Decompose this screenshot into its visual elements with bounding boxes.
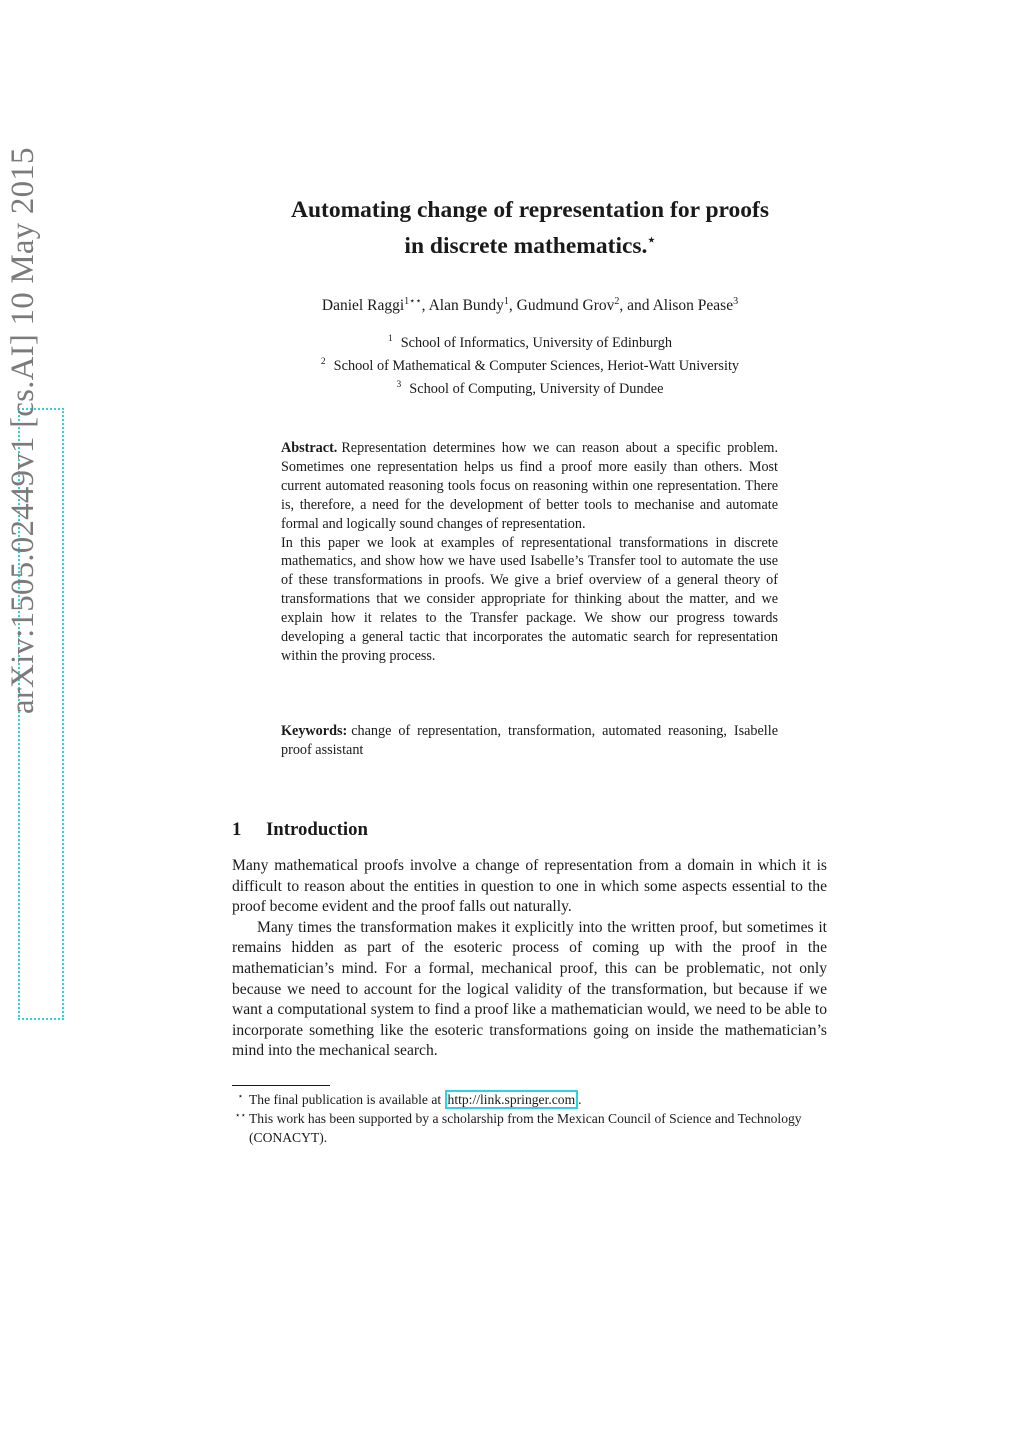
paper-title [180,196,880,261]
author-name: Daniel Raggi [321,297,405,314]
abstract-paragraph-1 [281,439,778,534]
affiliation-number: 2 [320,357,326,367]
affiliation-text: School of Mathematical & Computer Sciences, Heriot-Watt University [333,358,740,374]
keywords [281,722,778,760]
abstract-label: Abstract. [281,440,338,456]
arxiv-stamp-text[interactable]: arXiv:1505.02449v1 [cs.AI] 10 May 2015 [5,147,41,714]
affiliation-list [200,330,860,399]
body-paragraph-2: Many times the transformation makes it explicitly into the written proof, but sometimes it remains hidden as part of the esoteric process of coming up with the proof in the mathematician’s mind. For a formal, mechanical proof, this can be problematic, not only because we need to account for the logical validity of the transformation, but because if we want a computational system to find a proof like a mathematician would, we need to be able to incorporate something like the esoteric transformations going on inside the mathematician’s mind into the mechanical search. [232,918,827,1060]
author-separator: , and [619,297,653,314]
affiliation-text: School of Informatics, University of Edinburgh [400,335,673,351]
section-title: Introduction [266,819,368,840]
body-paragraph-1: Many mathematical proofs involve a change of representation from a domain in which it is difficult to reason about the entities in question to one in which some aspects essential to the proof become evident and the proof falls out naturally. [232,857,827,916]
affiliation-item [200,376,860,399]
title-line-1: Automating change of representation for proofs [290,197,770,223]
author-separator: , [508,297,517,314]
section-heading [232,818,368,842]
author-list [200,292,860,316]
author-separator: , [421,297,429,314]
author-affil-mark: 1⋆⋆ [404,296,422,307]
author-name: Alison Pease [652,297,734,314]
author-name: Gudmund Grov [516,297,615,314]
affiliation-number: 3 [396,380,402,390]
footnotes [232,1090,827,1147]
springer-link[interactable]: http://link.springer.com [445,1090,579,1109]
abstract-text-1: Representation determines how we can reason about a specific problem. Sometimes one representation helps us find a proof more easily than others. Most current automated reasoning tools focus on reasoning within one representation. There is, therefore, a need for the development of better tools to mechanise and automate formal and logically sound changes of representation. [281,440,778,532]
keywords-label: Keywords: [281,723,348,739]
footnote-text: The final publication is available at [249,1092,445,1107]
footnote-rule [232,1085,330,1086]
author-name: Alan Bundy [428,297,504,314]
abstract-paragraph-2: In this paper we look at examples of representational transformations in discrete mathematics, and show how we have used Isabelle’s Transfer tool to automate the use of these transformations in proofs. We give a brief overview of a general theory of transformations that we consider appropriate for thinking about the matter, and we explain how it relates to the Transfer package. We show our progress towards developing a general tactic that incorporates the automatic search for representation within the proving process. [281,534,778,664]
affiliation-number: 1 [387,334,393,344]
title-footnote-mark[interactable]: ⋆ [647,232,656,247]
keywords-text: change of representation, transformation, automated reasoning, Isabelle proof assistant [281,723,778,758]
footnote-mark: ⋆ [237,1091,244,1101]
author-affil-mark: 2 [614,296,620,307]
section-body [232,856,827,1062]
abstract [281,439,778,666]
footnote-text: This work has been supported by a scholarship from the Mexican Council of Science and Technology (CONACYT). [249,1111,802,1145]
affiliation-text: School of Computing, University of Dundee [409,381,664,397]
footnote-1 [232,1090,827,1109]
affiliation-item [200,330,860,353]
title-line-2: in discrete mathematics. [404,233,648,259]
footnote-mark: ⋆⋆ [234,1110,247,1120]
footnote-text-end: . [578,1092,582,1107]
author-affil-mark: 3 [733,296,739,307]
author-affil-mark: 1 [503,296,509,307]
footnote-2 [232,1109,827,1147]
affiliation-item [200,353,860,376]
section-number: 1 [232,819,242,840]
